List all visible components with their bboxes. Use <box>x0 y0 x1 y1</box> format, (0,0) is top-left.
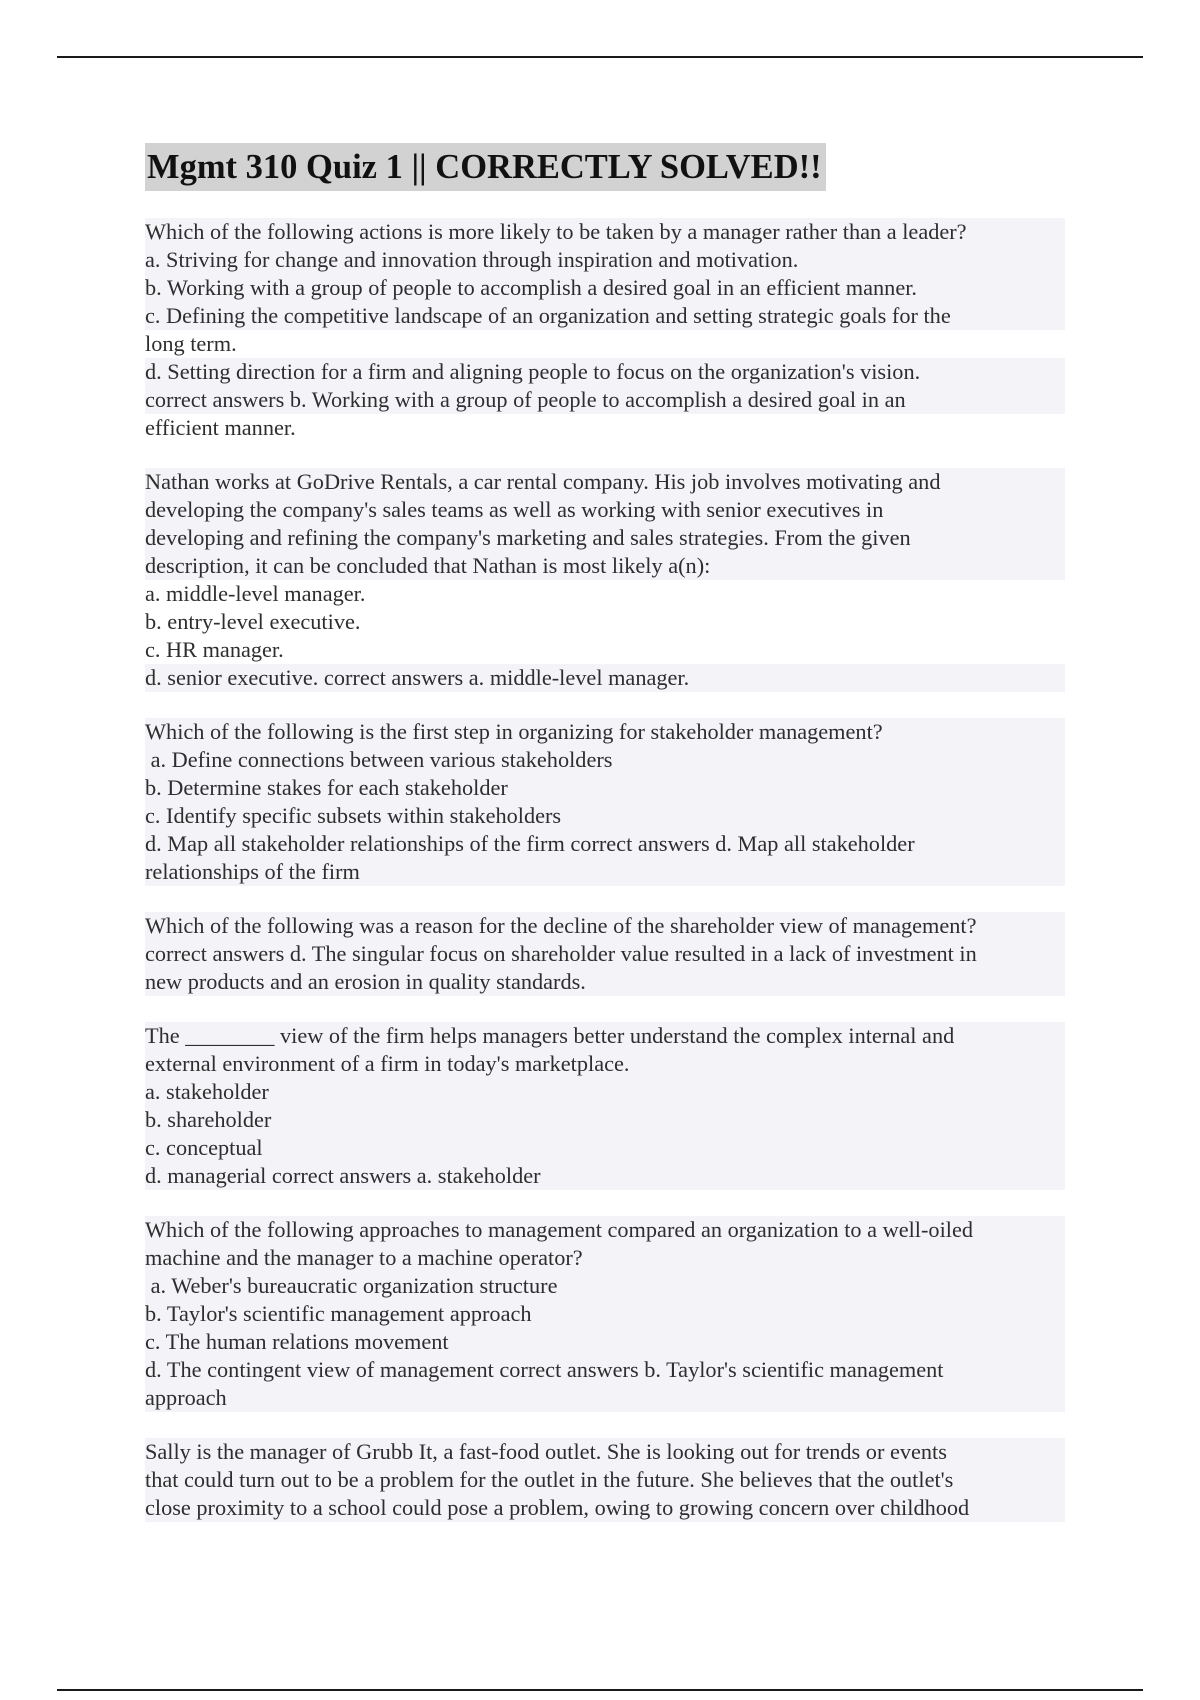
question-block <box>145 468 1065 692</box>
question-text: Nathan works at GoDrive Rentals, a car rental company. His job involves motivating and <box>145 468 1065 496</box>
correct-answer: d. managerial correct answers a. stakeholder <box>145 1162 1065 1190</box>
question-block <box>145 718 1065 886</box>
question-block <box>145 1022 1065 1190</box>
answer-option: c. HR manager. <box>145 637 284 662</box>
question-text: machine and the manager to a machine operator? <box>145 1244 1065 1272</box>
answer-option: a. middle-level manager. <box>145 581 366 606</box>
correct-answer: correct answers b. Working with a group of people to accomplish a desired goal in an <box>145 386 1065 414</box>
answer-option: c. conceptual <box>145 1134 1065 1162</box>
question-block <box>145 912 1065 996</box>
answer-option: b. Working with a group of people to accomplish a desired goal in an efficient manner. <box>145 274 1065 302</box>
question-text: that could turn out to be a problem for the outlet in the future. She believes that the outlet's <box>145 1466 1065 1494</box>
question-text: Sally is the manager of Grubb It, a fast-food outlet. She is looking out for trends or events <box>145 1438 1065 1466</box>
question-text: developing and refining the company's marketing and sales strategies. From the given <box>145 524 1065 552</box>
footer-rule <box>57 1689 1143 1691</box>
correct-answer: new products and an erosion in quality standards. <box>145 968 1065 996</box>
question-text: Which of the following is the first step in organizing for stakeholder management? <box>145 718 1065 746</box>
header-rule <box>57 56 1143 58</box>
question-text: Which of the following was a reason for the decline of the shareholder view of management? <box>145 912 1065 940</box>
answer-option: a. Weber's bureaucratic organization structure <box>145 1272 1065 1300</box>
question-text: external environment of a firm in today's marketplace. <box>145 1050 1065 1078</box>
correct-answer: efficient manner. <box>145 415 296 440</box>
document-title: Mgmt 310 Quiz 1 || CORRECTLY SOLVED!! <box>145 143 826 191</box>
question-list <box>145 218 1065 1522</box>
answer-option: d. Setting direction for a firm and aligning people to focus on the organization's vision. <box>145 358 1065 386</box>
answer-option: c. The human relations movement <box>145 1328 1065 1356</box>
answer-option: b. entry-level executive. <box>145 609 361 634</box>
answer-option: b. Determine stakes for each stakeholder <box>145 774 1065 802</box>
answer-option: c. Defining the competitive landscape of an organization and setting strategic goals for the <box>145 302 1065 330</box>
question-text: close proximity to a school could pose a problem, owing to growing concern over childhood <box>145 1494 1065 1522</box>
question-text: developing the company's sales teams as well as working with senior executives in <box>145 496 1065 524</box>
question-text: description, it can be concluded that Nathan is most likely a(n): <box>145 552 1065 580</box>
document-page <box>145 143 1065 1548</box>
answer-option: c. Identify specific subsets within stakeholders <box>145 802 1065 830</box>
answer-option: a. stakeholder <box>145 1078 1065 1106</box>
answer-option: long term. <box>145 331 237 356</box>
correct-answer: correct answers d. The singular focus on shareholder value resulted in a lack of investment in <box>145 940 1065 968</box>
answer-option: a. Define connections between various stakeholders <box>145 746 1065 774</box>
correct-answer: d. senior executive. correct answers a. middle-level manager. <box>145 664 1065 692</box>
question-block <box>145 1216 1065 1412</box>
answer-option: b. Taylor's scientific management approach <box>145 1300 1065 1328</box>
answer-option: a. Striving for change and innovation through inspiration and motivation. <box>145 246 1065 274</box>
question-block <box>145 218 1065 442</box>
correct-answer: d. Map all stakeholder relationships of the firm correct answers d. Map all stakeholder <box>145 830 1065 858</box>
question-text: Which of the following approaches to management compared an organization to a well-oiled <box>145 1216 1065 1244</box>
correct-answer: d. The contingent view of management correct answers b. Taylor's scientific management <box>145 1356 1065 1384</box>
correct-answer: relationships of the firm <box>145 858 1065 886</box>
question-block <box>145 1438 1065 1522</box>
answer-option: b. shareholder <box>145 1106 1065 1134</box>
question-text: The ________ view of the firm helps managers better understand the complex internal and <box>145 1022 1065 1050</box>
correct-answer: approach <box>145 1384 1065 1412</box>
question-text: Which of the following actions is more likely to be taken by a manager rather than a leader? <box>145 218 1065 246</box>
